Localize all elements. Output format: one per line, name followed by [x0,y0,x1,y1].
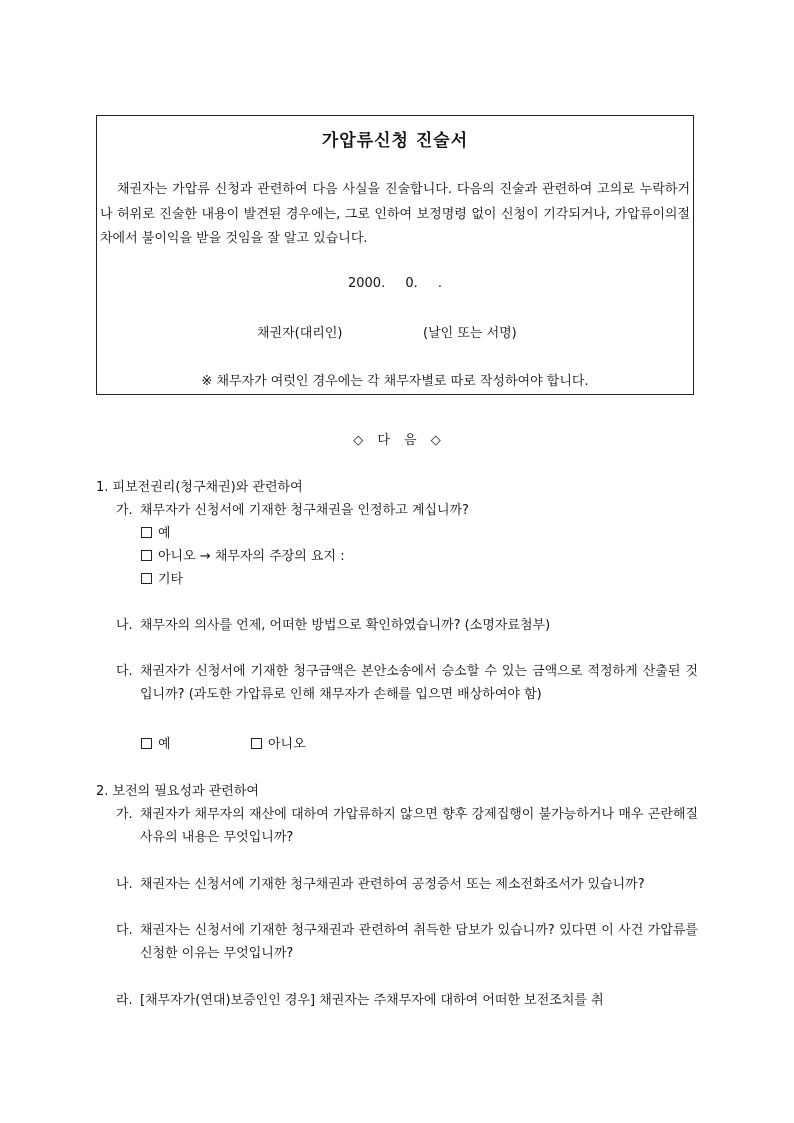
checkbox-icon[interactable] [141,738,152,749]
option-1a-yes[interactable] [141,522,171,541]
question-text: 채권자가 신청서에 기재한 청구금액은 본안소송에서 승소할 수 있는 금액으로 적정하게 산출된 것입니까? (과도한 가압류로 인해 채무자가 손해를 입으면 배상하여야 함) [140,664,698,702]
option-label: 아니오 [268,737,306,752]
question-label: 나. [116,618,133,633]
option-label: 기타 [158,572,184,587]
question-2a [116,803,698,849]
question-1c [116,660,698,706]
date-line: 2000. 0. . [347,276,443,291]
checkbox-icon[interactable] [141,573,152,584]
question-text: [채무자가(연대)보증인인 경우] 채권자는 주채무자에 대하여 어떠한 보전조치를 취 [140,993,604,1008]
question-text: 채무자가 신청서에 기재한 청구채권을 인정하고 계십니까? [140,503,469,518]
notice-line: ※ 채무자가 여럿인 경우에는 각 채무자별로 따로 작성하여야 합니다. [201,374,589,389]
option-label: 예 [158,526,171,541]
question-label: 가. [116,807,133,822]
section-heading: ◇ 다 음 ◇ [353,433,441,448]
signer-label: 채권자(대리인) [257,326,343,341]
checkbox-icon[interactable] [141,550,152,561]
option-label: 예 [158,737,171,752]
statement-box [96,115,694,395]
question-label: 다. [116,664,133,679]
question-text: 채권자는 신청서에 기재한 청구채권과 관련하여 공정증서 또는 제소전화조서가 있습니까? [140,877,645,892]
question-text: 채권자가 채무자의 재산에 대하여 가압류하지 않으면 향후 강제집행이 불가능하거나 매우 곤란해질 사유의 내용은 무엇입니까? [140,807,698,845]
question-text: 채권자는 신청서에 기재한 청구채권과 관련하여 취득한 담보가 있습니까? 있다면 이 사건 가압류를 신청한 이유는 무엇입니까? [140,923,698,961]
question-label: 라. [116,993,133,1008]
question-label: 가. [116,503,133,518]
option-1c-no[interactable] [251,733,306,752]
question-1a [116,499,698,522]
option-1a-no[interactable] [141,545,345,564]
option-1a-other[interactable] [141,568,183,587]
option-1c-yes[interactable] [141,733,171,752]
signature-note: (날인 또는 서명) [423,326,517,341]
intro-paragraph: 채권자는 가압류 신청과 관련하여 다음 사실을 진술합니다. 다음의 진술과 관련하여 고의로 누락하거나 허위로 진술한 내용이 발견된 경우에는, 그로 인하여 보정명령 없이 신청이 기각되거나, 가압류이의절차에서 불이익을 받을 것임을 잘 알고 있습니다. [100,182,690,246]
option-label: 아니오 → 채무자의 주장의 요지 : [158,549,345,564]
question-2b [116,873,698,896]
question-text: 채무자의 의사를 언제, 어떠한 방법으로 확인하였습니까? (소명자료첨부) [140,618,551,633]
checkbox-icon[interactable] [251,738,262,749]
document-title: 가압류신청 진술서 [321,131,469,151]
section-2-title: 2. 보전의 필요성과 관련하여 [96,784,259,799]
question-1b [116,614,698,637]
question-2d [116,989,698,1012]
question-label: 나. [116,877,133,892]
question-label: 다. [116,923,133,938]
section-1-title: 1. 피보전권리(청구채권)와 관련하여 [96,480,303,495]
checkbox-icon[interactable] [141,527,152,538]
question-2c [116,919,698,965]
